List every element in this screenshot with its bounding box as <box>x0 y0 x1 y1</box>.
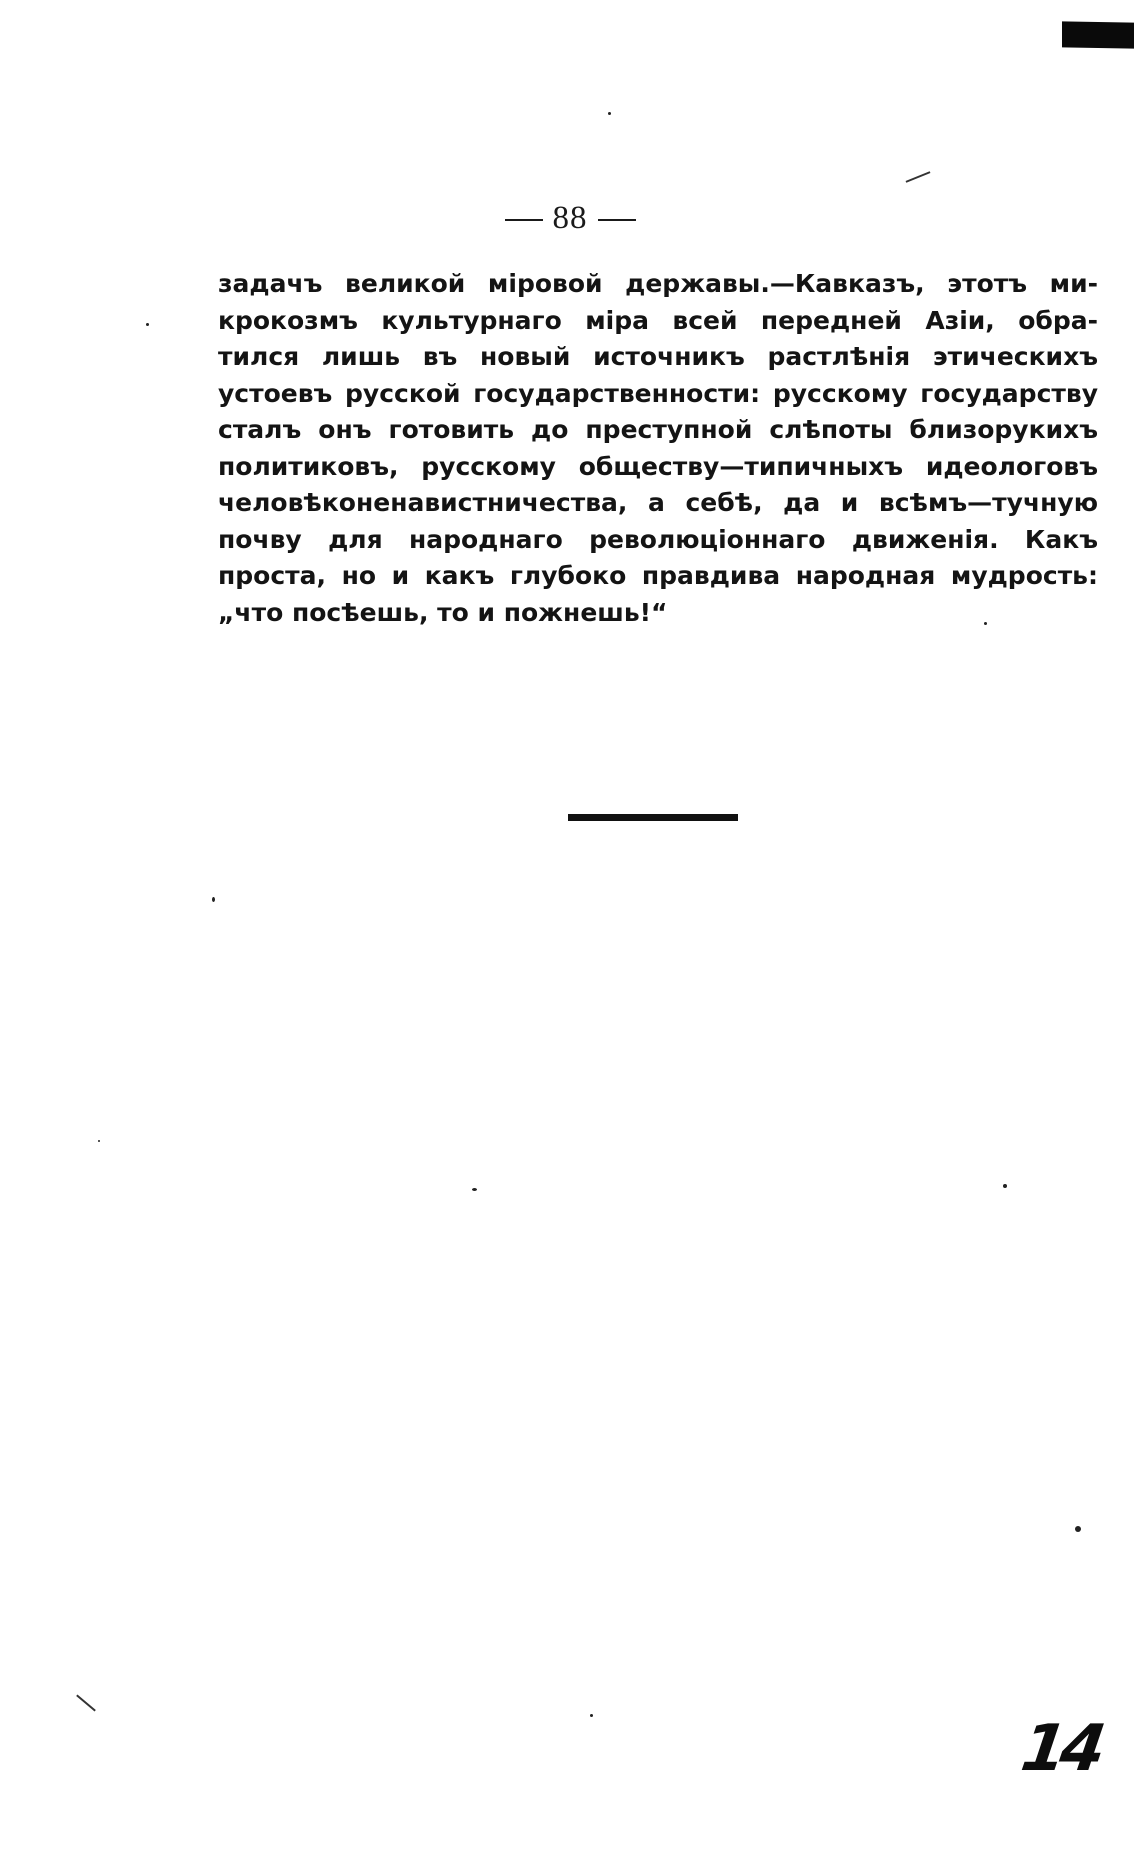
scan-scratch <box>906 171 931 183</box>
page-number-right-dash <box>598 219 636 221</box>
page-number-value: 88 <box>552 200 588 236</box>
body-paragraph <box>218 266 1098 631</box>
scan-corner-mark <box>1062 21 1134 48</box>
page-number <box>0 200 1140 237</box>
scan-speck <box>1075 1526 1081 1532</box>
scan-speck <box>472 1188 477 1191</box>
text-line: почву для народнаго революціоннаго движенія. Какъ <box>218 524 1098 554</box>
page-number-left-dash <box>505 219 543 221</box>
text-line: крокозмъ культурнаго міра всей передней Азіи, обра- <box>218 305 1098 335</box>
text-line: тился лишь въ новый источникъ растлѣнія этическихъ <box>218 342 1098 371</box>
text-line: человѣконенавистничества, а себѣ, да и всѣмъ—тучную <box>218 488 1098 517</box>
scan-scratch <box>76 1695 96 1712</box>
text-line: сталъ онъ готовить до преступной слѣпоты близорукихъ <box>218 415 1098 444</box>
scan-speck <box>590 1714 593 1717</box>
scan-speck <box>984 622 987 625</box>
text-line: „что посѣешь, то и пожнешь!“ <box>218 597 668 627</box>
end-of-section-rule <box>568 814 738 821</box>
scan-speck <box>98 1140 100 1142</box>
scan-speck <box>608 112 611 115</box>
scan-speck <box>146 323 149 326</box>
text-line: устоевъ русской государственности: русскому государству <box>218 378 1098 408</box>
text-line: политиковъ, русскому обществу—типичныхъ идеологовъ <box>218 451 1098 481</box>
scan-speck <box>212 897 215 902</box>
archive-mark: 14 <box>1016 1712 1105 1786</box>
scan-speck <box>1003 1184 1007 1188</box>
text-line: проста, но и какъ глубоко правдива народная мудрость: <box>218 561 1098 590</box>
text-line: задачъ великой міровой державы.—Кавказъ, этотъ ми- <box>218 269 1098 298</box>
